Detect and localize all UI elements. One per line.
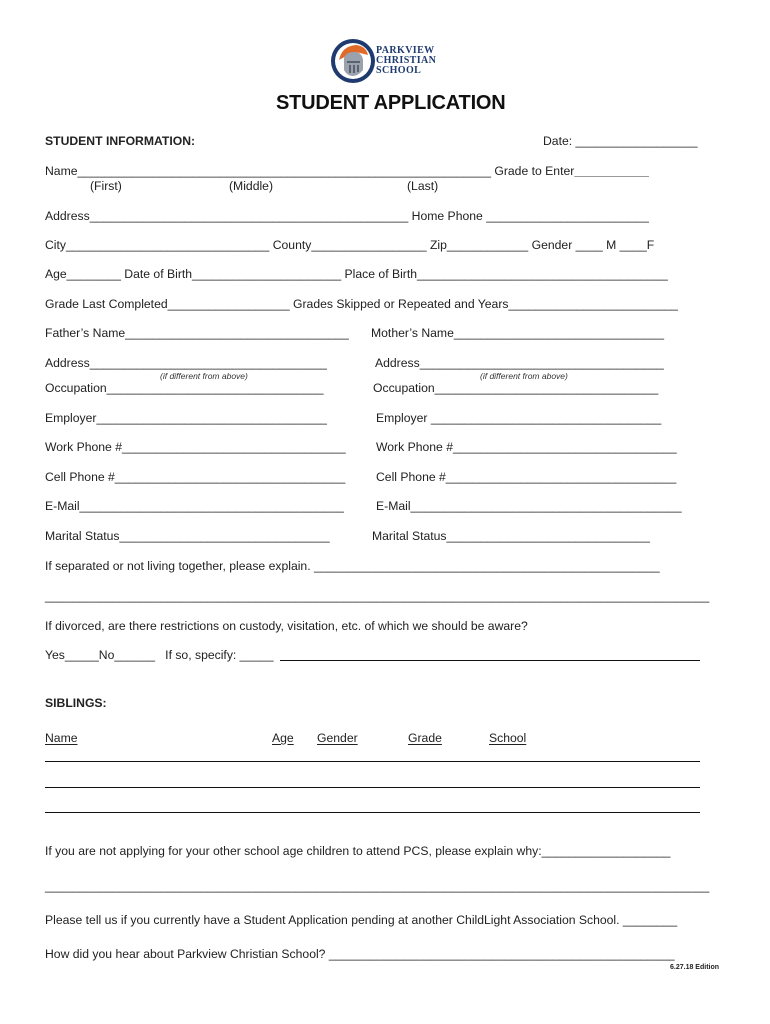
age-birth-row[interactable]: Age________ Date of Birth______________________ Place of Birth_____________________________________ [45,267,668,281]
school-name-logo [376,46,436,76]
mother-name-field[interactable]: Mother’s Name_______________________________ [371,326,664,340]
mother-email-field[interactable]: E-Mail________________________________________ [376,499,682,513]
separated-explain-line-2[interactable]: __________________________________________________________________________________________________ [45,589,710,603]
father-address-hint: (if different from above) [160,371,248,381]
mother-address-field[interactable]: Address____________________________________ [375,356,664,370]
grade-to-enter-blank: ___________ [574,164,649,178]
father-address-field[interactable]: Address___________________________________ [45,356,327,370]
mother-marital-status-field[interactable]: Marital Status______________________________ [372,529,650,543]
how-heard-field[interactable]: How did you hear about Parkview Christian School? ___________________________________________________ [45,947,675,961]
last-name-hint: (Last) [407,179,439,193]
school-crest-logo [330,38,376,84]
student-name-field[interactable] [45,164,649,178]
separated-explain-field[interactable]: If separated or not living together, please explain. ___________________________________________________ [45,559,660,573]
sibling-col-school: School [489,731,527,745]
sibling-col-age: Age [272,731,294,745]
father-marital-status-field[interactable]: Marital Status_______________________________ [45,529,330,543]
father-email-field[interactable]: E-Mail_______________________________________ [45,499,344,513]
not-applying-explain-field[interactable]: If you are not applying for your other school age children to attend PCS, please explain why:___________________ [45,844,671,858]
siblings-heading: SIBLINGS: [45,696,107,710]
sibling-col-grade: Grade [408,731,442,745]
restrictions-yes-no-field[interactable]: Yes_____No______ If so, specify: _____ [45,648,274,662]
sibling-row-line[interactable] [45,812,700,813]
father-employer-field[interactable]: Employer__________________________________ [45,411,327,425]
student-info-heading: STUDENT INFORMATION: [45,134,196,148]
address-phone-row[interactable]: Address_______________________________________________ Home Phone ________________________ [45,209,649,223]
logo-line-2: CHRISTIAN [376,55,437,66]
father-cell-phone-field[interactable]: Cell Phone #__________________________________ [45,470,346,484]
sibling-row-line[interactable] [45,787,700,788]
father-work-phone-field[interactable]: Work Phone #_________________________________ [45,440,346,454]
father-occupation-field[interactable]: Occupation________________________________ [45,381,324,395]
specify-line[interactable] [280,660,700,661]
mother-address-hint: (if different from above) [480,371,568,381]
edition-label: 6.27.18 Edition [670,964,720,971]
city-county-row[interactable]: City______________________________ County_________________ Zip____________ Gender ____ M ____F [45,238,655,252]
grade-history-row[interactable]: Grade Last Completed__________________ Grades Skipped or Repeated and Years_________________________ [45,297,678,311]
mother-occupation-field[interactable]: Occupation_________________________________ [373,381,659,395]
father-name-field[interactable]: Father’s Name_________________________________ [45,326,349,340]
page-title: STUDENT APPLICATION [276,92,506,114]
first-name-hint: (First) [90,179,122,193]
logo-line-1: PARKVIEW [376,45,435,56]
divorced-question: If divorced, are there restrictions on custody, visitation, etc. of which we should be aware? [45,619,528,633]
date-field[interactable]: Date: __________________ [543,134,698,148]
sibling-col-name: Name [45,731,78,745]
pending-application-field[interactable]: Please tell us if you currently have a Student Application pending at another ChildLight Association School. ________ [45,913,678,927]
sibling-row-line[interactable] [45,761,700,762]
student-name-text: Name_____________________________________________________________ Grade to Enter [45,164,575,178]
mother-cell-phone-field[interactable]: Cell Phone #__________________________________ [376,470,677,484]
not-applying-explain-line-2[interactable]: __________________________________________________________________________________________________ [45,879,710,893]
logo-line-3: SCHOOL [376,65,422,76]
mother-work-phone-field[interactable]: Work Phone #_________________________________ [376,440,677,454]
mother-employer-field[interactable]: Employer __________________________________ [376,411,662,425]
sibling-col-gender: Gender [317,731,358,745]
middle-name-hint: (Middle) [229,179,274,193]
